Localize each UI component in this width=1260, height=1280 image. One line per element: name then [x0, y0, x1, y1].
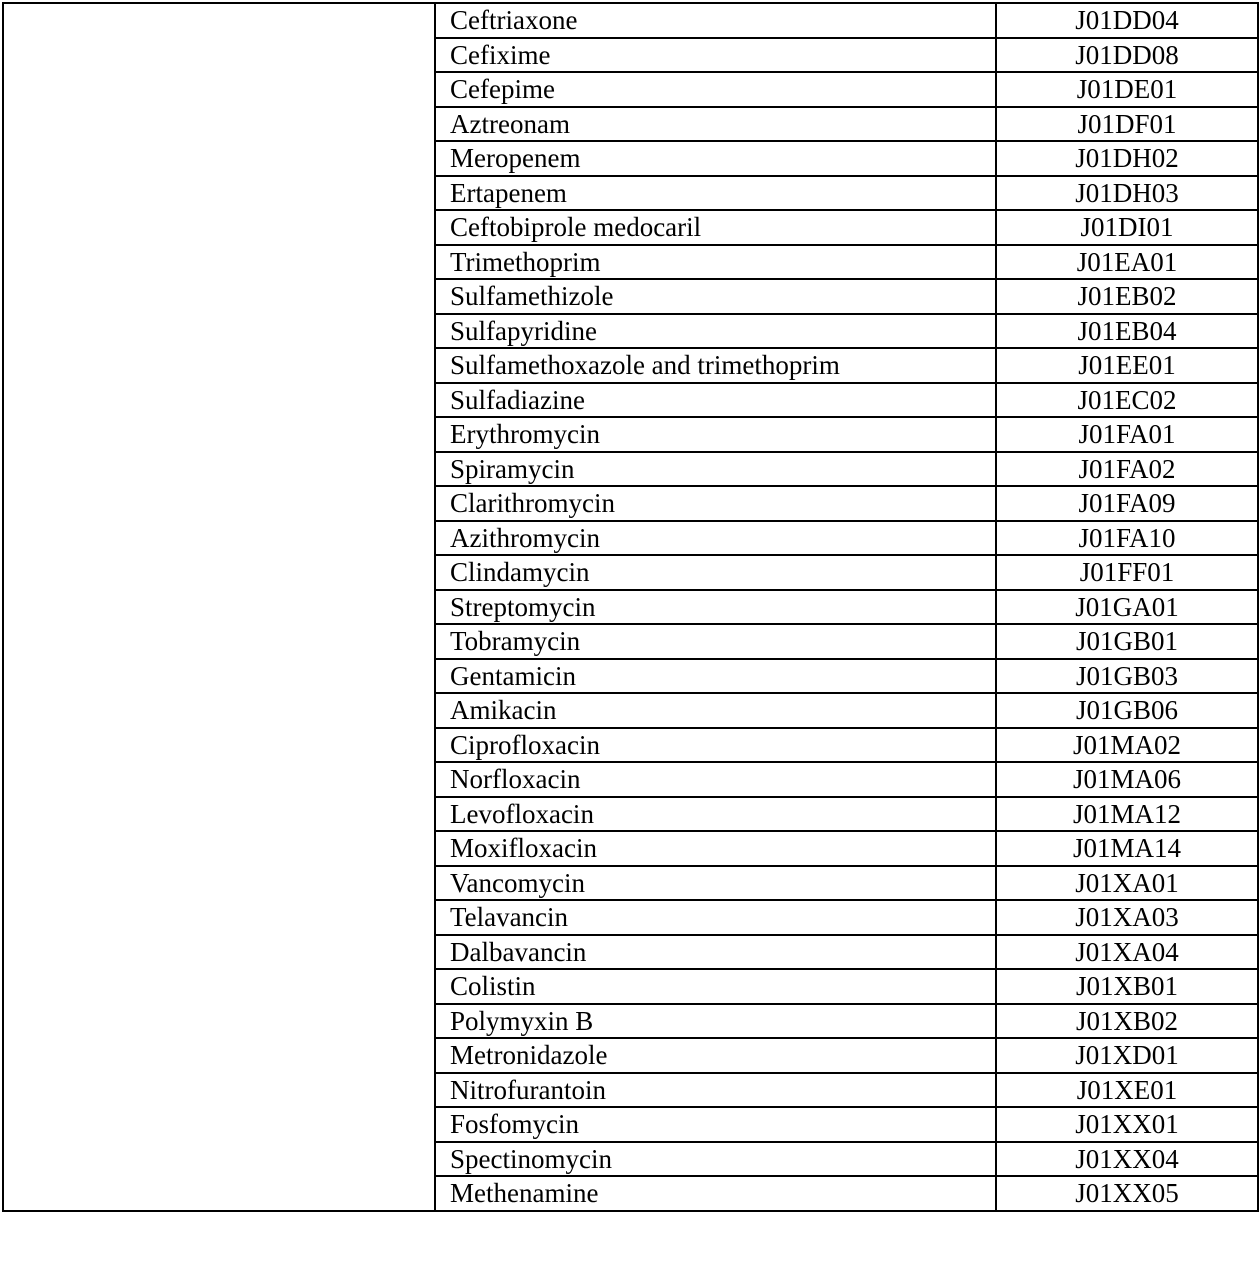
atc-code-cell: J01DD08	[996, 38, 1258, 73]
drug-name-cell: Amikacin	[435, 693, 996, 728]
atc-code-cell: J01XD01	[996, 1038, 1258, 1073]
drug-name-cell: Clindamycin	[435, 555, 996, 590]
drug-name-cell: Dalbavancin	[435, 935, 996, 970]
drug-name-cell: Streptomycin	[435, 590, 996, 625]
drug-name-cell: Polymyxin B	[435, 1004, 996, 1039]
atc-code-cell: J01DI01	[996, 210, 1258, 245]
drug-name-cell: Nitrofurantoin	[435, 1073, 996, 1108]
atc-code-cell: J01GB03	[996, 659, 1258, 694]
drug-name-cell: Colistin	[435, 969, 996, 1004]
atc-code-cell: J01XA04	[996, 935, 1258, 970]
atc-code-cell: J01MA06	[996, 762, 1258, 797]
atc-code-cell: J01MA12	[996, 797, 1258, 832]
drug-name-cell: Sulfamethoxazole and trimethoprim	[435, 348, 996, 383]
drug-name-cell: Ertapenem	[435, 176, 996, 211]
atc-code-cell: J01GA01	[996, 590, 1258, 625]
drug-name-cell: Trimethoprim	[435, 245, 996, 280]
atc-code-cell: J01DE01	[996, 72, 1258, 107]
atc-code-cell: J01DH03	[996, 176, 1258, 211]
drug-name-cell: Sulfapyridine	[435, 314, 996, 349]
drug-name-cell: Ciprofloxacin	[435, 728, 996, 763]
drug-name-cell: Clarithromycin	[435, 486, 996, 521]
atc-code-cell: J01GB06	[996, 693, 1258, 728]
drug-name-cell: Spiramycin	[435, 452, 996, 487]
atc-code-cell: J01XX04	[996, 1142, 1258, 1177]
drug-name-cell: Fosfomycin	[435, 1107, 996, 1142]
drug-name-cell: Sulfamethizole	[435, 279, 996, 314]
drug-name-cell: Moxifloxacin	[435, 831, 996, 866]
atc-code-cell: J01XB02	[996, 1004, 1258, 1039]
drug-name-cell: Telavancin	[435, 900, 996, 935]
atc-code-cell: J01DH02	[996, 141, 1258, 176]
drug-name-cell: Cefixime	[435, 38, 996, 73]
atc-code-cell: J01MA14	[996, 831, 1258, 866]
drug-name-cell: Meropenem	[435, 141, 996, 176]
atc-code-cell: J01EB02	[996, 279, 1258, 314]
atc-code-cell: J01XE01	[996, 1073, 1258, 1108]
atc-code-cell: J01EE01	[996, 348, 1258, 383]
drug-name-cell: Azithromycin	[435, 521, 996, 556]
atc-code-cell: J01EA01	[996, 245, 1258, 280]
atc-code-cell: J01EB04	[996, 314, 1258, 349]
atc-code-cell: J01XB01	[996, 969, 1258, 1004]
drug-name-cell: Ceftobiprole medocaril	[435, 210, 996, 245]
drug-name-cell: Levofloxacin	[435, 797, 996, 832]
table-row	[3, 3, 1258, 38]
drug-name-cell: Gentamicin	[435, 659, 996, 694]
antibiotic-atc-table	[2, 2, 1259, 1212]
atc-code-cell: J01MA02	[996, 728, 1258, 763]
atc-code-cell: J01XX05	[996, 1176, 1258, 1211]
group-cell-empty	[3, 3, 435, 1211]
drug-name-cell: Erythromycin	[435, 417, 996, 452]
drug-name-cell: Norfloxacin	[435, 762, 996, 797]
drug-name-cell: Vancomycin	[435, 866, 996, 901]
atc-code-cell: J01DD04	[996, 3, 1258, 38]
atc-code-cell: J01XX01	[996, 1107, 1258, 1142]
atc-code-cell: J01FA10	[996, 521, 1258, 556]
drug-name-cell: Tobramycin	[435, 624, 996, 659]
table-body	[3, 3, 1258, 1211]
atc-code-cell: J01FA01	[996, 417, 1258, 452]
atc-code-cell: J01GB01	[996, 624, 1258, 659]
atc-code-cell: J01FA02	[996, 452, 1258, 487]
drug-name-cell: Ceftriaxone	[435, 3, 996, 38]
drug-name-cell: Methenamine	[435, 1176, 996, 1211]
atc-code-cell: J01XA01	[996, 866, 1258, 901]
drug-name-cell: Metronidazole	[435, 1038, 996, 1073]
drug-name-cell: Spectinomycin	[435, 1142, 996, 1177]
atc-code-cell: J01XA03	[996, 900, 1258, 935]
drug-name-cell: Sulfadiazine	[435, 383, 996, 418]
drug-name-cell: Cefepime	[435, 72, 996, 107]
atc-code-cell: J01DF01	[996, 107, 1258, 142]
drug-name-cell: Aztreonam	[435, 107, 996, 142]
atc-code-cell: J01FF01	[996, 555, 1258, 590]
atc-code-cell: J01EC02	[996, 383, 1258, 418]
atc-code-cell: J01FA09	[996, 486, 1258, 521]
